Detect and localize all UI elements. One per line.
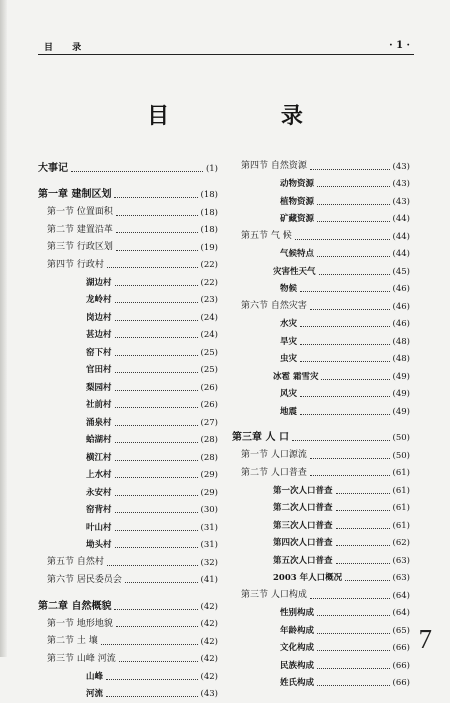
dot-leader	[119, 660, 198, 662]
dot-leader	[115, 546, 198, 548]
toc-entry-page: (64)	[393, 609, 410, 618]
toc-entry-page: (61)	[393, 522, 410, 531]
toc-entry-page: (24)	[201, 331, 218, 340]
toc-entry-page: (48)	[393, 355, 410, 364]
toc-entry	[38, 414, 218, 432]
toc-entry	[232, 500, 410, 518]
toc-entry-title: 气候特点	[280, 250, 314, 259]
toc-entry-title: 动物资源	[280, 180, 314, 189]
toc-entry	[232, 281, 410, 299]
dot-leader	[336, 562, 390, 564]
toc-entry-page: (28)	[201, 454, 218, 463]
dot-leader	[115, 389, 198, 391]
dot-leader	[317, 185, 390, 187]
toc-entry-page: (18)	[201, 209, 218, 218]
toc-entry	[232, 622, 410, 640]
dot-leader	[310, 457, 390, 459]
toc-entry-title: 文化构成	[280, 644, 314, 653]
toc-entry-page: (49)	[393, 390, 410, 399]
toc-entry	[38, 187, 218, 205]
dot-leader	[345, 579, 389, 581]
toc-entry-page: (18)	[201, 191, 218, 200]
dot-leader	[317, 649, 390, 651]
toc-entry	[232, 333, 410, 351]
toc-entry-page: (42)	[201, 638, 218, 647]
toc-entry-page: (25)	[201, 349, 218, 358]
dot-leader	[116, 625, 198, 627]
toc-entry	[232, 403, 410, 421]
dot-leader	[101, 643, 198, 645]
toc-entry	[38, 274, 218, 292]
toc-entry-title: 2003 年人口概况	[273, 574, 342, 583]
toc-entry-title: 山峰	[86, 673, 103, 682]
dot-leader	[115, 494, 198, 496]
toc-entry-title: 第三次人口普查	[273, 522, 333, 531]
dot-leader	[317, 614, 390, 616]
dot-leader	[106, 678, 198, 680]
toc-entry	[38, 362, 218, 380]
dot-leader	[114, 196, 197, 198]
toc-entry-page: (24)	[201, 314, 218, 323]
toc-entry-page: (48)	[393, 338, 410, 347]
toc-entry	[232, 535, 410, 553]
toc-entry	[232, 351, 410, 369]
dot-leader	[310, 308, 390, 310]
dot-leader	[115, 476, 198, 478]
toc-entry	[38, 292, 218, 310]
dot-leader	[310, 168, 390, 170]
toc-entry	[38, 160, 218, 178]
toc-entry-page: (46)	[393, 303, 410, 312]
toc-entry-title: 涌泉村	[86, 419, 112, 428]
toc-entry-title: 窑下村	[86, 349, 112, 358]
toc-entry	[232, 570, 410, 588]
toc-entry-title: 第四次人口普查	[273, 539, 333, 548]
toc-entry-page: (61)	[393, 504, 410, 513]
toc-entry-title: 社前村	[86, 401, 112, 410]
toc-entry	[38, 502, 218, 520]
toc-entry	[232, 158, 410, 176]
toc-entry-title: 第六节 自然灾害	[241, 302, 307, 311]
dot-leader	[116, 231, 198, 233]
toc-entry-title: 物候	[280, 285, 297, 294]
toc-entry-title: 植物资源	[280, 198, 314, 207]
dot-leader	[292, 439, 390, 441]
toc-entry-title: 第一节 地形地貌	[47, 620, 113, 629]
toc-entry-title: 性别构成	[280, 609, 314, 618]
toc-entry-title: 第五次人口普查	[273, 557, 333, 566]
toc-entry	[38, 222, 218, 240]
toc-entry	[38, 467, 218, 485]
toc-entry-title: 第一节 人口源流	[241, 451, 307, 460]
dot-leader	[114, 608, 197, 610]
toc-entry-title: 第六节 居民委员会	[47, 576, 122, 585]
toc-entry-title: 永安村	[86, 489, 112, 498]
toc-entry-title: 叶山村	[86, 524, 112, 533]
toc-entry	[38, 239, 218, 257]
toc-entry	[232, 675, 410, 693]
toc-entry	[232, 447, 410, 465]
dot-leader	[317, 203, 390, 205]
toc-entry-page: (26)	[201, 384, 218, 393]
toc-entry	[38, 686, 218, 703]
toc-entry-title: 第三节 人口构成	[241, 591, 307, 600]
toc-entry-page: (49)	[393, 373, 410, 382]
dot-leader	[300, 343, 390, 345]
dot-leader	[115, 529, 198, 531]
toc-entry	[38, 537, 218, 555]
dot-leader	[317, 667, 390, 669]
dot-leader	[116, 249, 198, 251]
toc-entry	[38, 344, 218, 362]
toc-entry	[232, 482, 410, 500]
dot-leader	[300, 395, 390, 397]
dot-leader	[336, 509, 390, 511]
toc-entry-title: 地震	[280, 408, 297, 417]
toc-entry	[38, 572, 218, 590]
toc-entry-title: 第三节 山峰 河流	[47, 655, 116, 664]
toc-entry-page: (23)	[201, 296, 218, 305]
dot-leader	[295, 238, 390, 240]
toc-entry-page: (50)	[393, 452, 410, 461]
toc-entry	[232, 587, 410, 605]
toc-entry	[38, 598, 218, 616]
toc-left-column	[38, 158, 218, 703]
running-header-title: 目 录	[44, 40, 89, 53]
toc-entry-title: 年龄构成	[280, 627, 314, 636]
toc-entry-page: (66)	[393, 644, 410, 653]
dot-leader	[116, 214, 198, 216]
toc-entry-title: 第四节 自然资源	[241, 162, 307, 171]
toc-entry	[232, 298, 410, 316]
toc-entry	[232, 386, 410, 404]
dot-leader	[317, 632, 390, 634]
toc-entry-page: (43)	[393, 180, 410, 189]
toc-entry-title: 窑背村	[86, 506, 112, 515]
toc-entry-title: 第二节 土 壤	[47, 637, 98, 646]
toc-entry-page: (45)	[393, 268, 410, 277]
dot-leader	[115, 424, 198, 426]
toc-entry-page: (63)	[393, 557, 410, 566]
dot-leader	[317, 220, 390, 222]
toc-entry-page: (27)	[201, 419, 218, 428]
toc-entry-title: 灾害性天气	[273, 268, 316, 277]
toc-entry	[38, 379, 218, 397]
toc-entry-page: (44)	[393, 233, 410, 242]
toc-entry-page: (19)	[201, 244, 218, 253]
toc-entry-title: 风灾	[280, 390, 297, 399]
toc-entry-page: (1)	[206, 165, 218, 174]
toc-entry-page: (30)	[201, 506, 218, 515]
toc-entry-page: (66)	[393, 679, 410, 688]
dot-leader	[115, 459, 198, 461]
dot-leader	[319, 273, 390, 275]
toc-entry-title: 第二节 人口普查	[241, 469, 307, 478]
dot-leader	[125, 581, 198, 583]
toc-entry	[38, 309, 218, 327]
toc-entry-page: (25)	[201, 366, 218, 375]
toc-entry-title: 第三节 行政区划	[47, 243, 113, 252]
page-number: · 1 ·	[389, 40, 410, 51]
toc-entry-title: 第一章 建制区划	[38, 190, 111, 200]
dot-leader	[310, 597, 390, 599]
toc-entry-page: (61)	[393, 469, 410, 478]
toc-entry	[232, 640, 410, 658]
toc-entry-page: (43)	[393, 198, 410, 207]
dot-leader	[115, 319, 198, 321]
toc-entry-page: (44)	[393, 215, 410, 224]
toc-entry	[38, 204, 218, 222]
toc-entry-title: 旱灾	[280, 338, 297, 347]
toc-entry	[38, 554, 218, 572]
toc-entry	[232, 605, 410, 623]
dot-leader	[115, 406, 198, 408]
toc-entry-title: 姓氏构成	[280, 679, 314, 688]
dot-leader	[336, 492, 390, 494]
toc-entry-page: (46)	[393, 285, 410, 294]
dot-leader	[115, 301, 198, 303]
header-rule	[38, 54, 414, 55]
toc-entry	[38, 432, 218, 450]
toc-entry-page: (41)	[201, 576, 218, 585]
toc-entry-page: (63)	[393, 574, 410, 583]
toc-entry-page: (62)	[393, 539, 410, 548]
toc-entry-title: 岗边村	[86, 314, 112, 323]
toc-entry	[232, 176, 410, 194]
toc-entry	[232, 193, 410, 211]
toc-entry-page: (32)	[201, 559, 218, 568]
toc-entry	[38, 327, 218, 345]
toc-entry	[38, 257, 218, 275]
toc-entry-page: (42)	[201, 673, 218, 682]
toc-entry-title: 第二次人口普查	[273, 504, 333, 513]
toc-entry-title: 第一节 位置面积	[47, 208, 113, 217]
toc-entry-title: 第一次人口普查	[273, 487, 333, 496]
toc-entry	[232, 263, 410, 281]
toc-entry-title: 官田村	[86, 366, 112, 375]
toc-entry-page: (28)	[201, 436, 218, 445]
toc-right-column	[232, 158, 410, 692]
toc-entry-page: (29)	[201, 471, 218, 480]
toc-entry-page: (50)	[393, 434, 410, 443]
toc-entry-page: (64)	[393, 592, 410, 601]
dot-leader	[71, 170, 203, 172]
toc-entry-page: (46)	[393, 320, 410, 329]
toc-entry-title: 第二节 建置沿革	[47, 226, 113, 235]
toc-entry-page: (42)	[201, 620, 218, 629]
toc-entry	[232, 430, 410, 448]
toc-entry-title: 梨园村	[86, 384, 112, 393]
handwritten-mark: 7	[419, 624, 433, 655]
toc-entry	[38, 449, 218, 467]
toc-entry-title: 第二章 自然概貌	[38, 602, 111, 612]
toc-entry-page: (22)	[201, 279, 218, 288]
toc-entry	[232, 211, 410, 229]
toc-entry	[38, 397, 218, 415]
toc-entry-page: (66)	[393, 662, 410, 671]
toc-entry	[38, 519, 218, 537]
dot-leader	[321, 378, 389, 380]
toc-entry-page: (65)	[393, 627, 410, 636]
toc-entry-page: (29)	[201, 489, 218, 498]
toc-entry-title: 上水村	[86, 471, 112, 480]
toc-entry-page: (42)	[201, 655, 218, 664]
dot-leader	[107, 564, 198, 566]
dot-leader	[336, 544, 390, 546]
toc-entry-title: 甚边村	[86, 331, 112, 340]
toc-entry	[232, 316, 410, 334]
toc-entry-page: (42)	[201, 603, 218, 612]
toc-entry-title: 横江村	[86, 454, 112, 463]
dot-leader	[317, 684, 390, 686]
dot-leader	[115, 354, 198, 356]
dot-leader	[115, 441, 198, 443]
toc-entry-page: (31)	[201, 541, 218, 550]
toc-entry-title: 矿藏资源	[280, 215, 314, 224]
toc-entry	[38, 484, 218, 502]
dot-leader	[300, 290, 390, 292]
toc-entry-page: (43)	[201, 690, 218, 699]
toc-entry	[232, 368, 410, 386]
toc-entry-title: 第四节 行政村	[47, 261, 104, 270]
toc-entry-page: (49)	[393, 408, 410, 417]
dot-leader	[336, 527, 390, 529]
toc-entry-page: (26)	[201, 401, 218, 410]
toc-entry-title: 虫灾	[280, 355, 297, 364]
dot-leader	[115, 336, 198, 338]
dot-leader	[300, 413, 390, 415]
toc-entry-title: 第三章 人 口	[232, 433, 289, 443]
toc-entry-title: 水灾	[280, 320, 297, 329]
toc-entry-title: 冰雹 霜雪灾	[273, 373, 318, 382]
toc-entry-page: (43)	[393, 163, 410, 172]
dot-leader	[310, 474, 390, 476]
toc-entry	[232, 657, 410, 675]
toc-entry-title: 民族构成	[280, 662, 314, 671]
toc-entry-page: (22)	[201, 261, 218, 270]
dot-leader	[115, 371, 198, 373]
dot-leader	[115, 511, 198, 513]
toc-entry	[232, 552, 410, 570]
toc-entry	[232, 246, 410, 264]
toc-entry-title: 坳头村	[86, 541, 112, 550]
toc-entry	[232, 465, 410, 483]
toc-entry-page: (61)	[393, 487, 410, 496]
dot-leader	[300, 325, 390, 327]
toc-entry-title: 第五节 气 候	[241, 232, 292, 241]
toc-entry-title: 龙岭村	[86, 296, 112, 305]
toc-entry-page: (18)	[201, 226, 218, 235]
toc-entry-title: 湖边村	[86, 279, 112, 288]
dot-leader	[107, 266, 198, 268]
dot-leader	[300, 360, 390, 362]
toc-entry-title: 蛤湖村	[86, 436, 112, 445]
toc-entry	[38, 616, 218, 634]
toc-entry-title: 河流	[86, 690, 103, 699]
toc-entry-title: 大事记	[38, 164, 68, 174]
toc-entry	[38, 668, 218, 686]
page-title: 目 录	[0, 99, 450, 130]
dot-leader	[106, 695, 198, 697]
toc-entry	[232, 517, 410, 535]
toc-entry-title: 第五节 自然村	[47, 558, 104, 567]
toc-entry	[232, 228, 410, 246]
dot-leader	[115, 284, 198, 286]
toc-entry	[38, 651, 218, 669]
toc-entry	[38, 633, 218, 651]
toc-entry-page: (31)	[201, 524, 218, 533]
toc-entry-page: (44)	[393, 250, 410, 259]
dot-leader	[317, 255, 390, 257]
